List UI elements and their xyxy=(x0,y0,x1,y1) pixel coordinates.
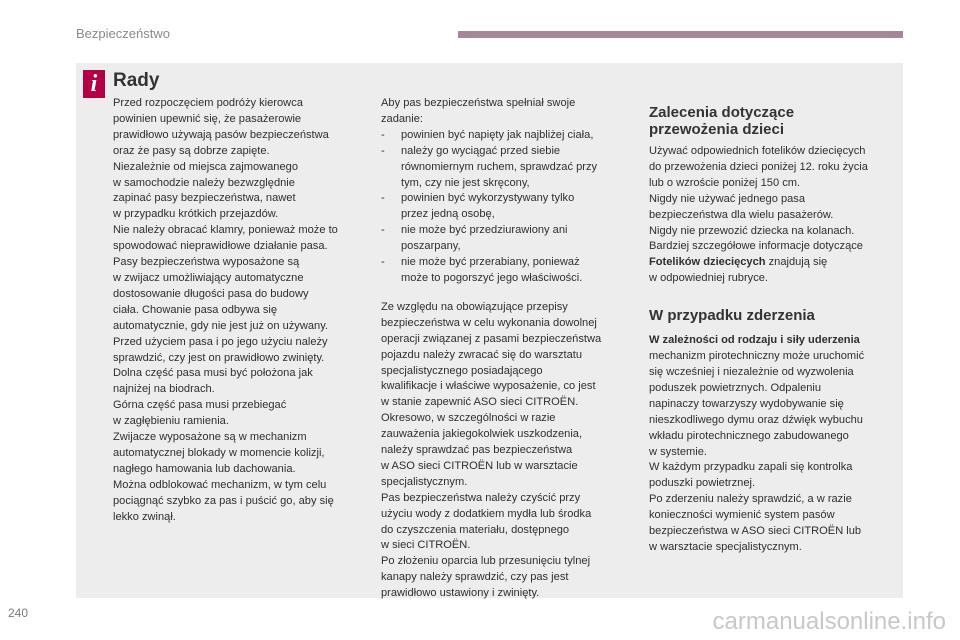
text-line: Po zderzeniu należy sprawdzić, a w razie xyxy=(649,493,852,506)
text-line: specjalistycznego posiadającego xyxy=(381,364,543,377)
list-item-line: równomiernym ruchem, sprawdzać przy xyxy=(401,160,598,173)
text-line: Pasy bezpieczeństwa wyposażone są xyxy=(113,256,300,269)
column-seatbelt-care xyxy=(381,96,631,602)
list-item xyxy=(381,191,631,223)
list-item xyxy=(381,255,631,287)
list-item-line: powinien być wykorzystywany tylko xyxy=(401,192,575,205)
text-line: pojazdu należy zwracać się do warsztatu xyxy=(381,348,583,361)
list-item xyxy=(381,144,631,192)
tips-title: Rady xyxy=(113,70,160,91)
text-line: zauważenia jakiegokolwiek uszkodzenia, xyxy=(381,428,583,441)
text-line: Niezależnie od miejsca zajmowanego xyxy=(113,160,298,173)
text-line: do przewożenia dzieci poniżej 12. roku życia xyxy=(649,160,868,173)
text-line: najniżej na biodrach. xyxy=(113,383,215,396)
intro-line: Aby pas bezpieczeństwa spełniał swoje xyxy=(381,97,576,109)
text-line-bold: W zależności od rodzaju i siły uderzenia xyxy=(649,334,860,347)
text-line: się wcześniej i niezależnie od wyzwolenia xyxy=(649,365,854,378)
list-item-line: poszarpany, xyxy=(401,240,461,253)
watermark: carmanualsonline.info xyxy=(712,608,946,635)
text-line xyxy=(649,255,899,271)
text-line: napinaczy towarzyszy wydobywanie się xyxy=(649,397,844,410)
text-line: Górna część pasa musi przebiegać xyxy=(113,399,287,412)
text-line: nagłego hamowania lub dachowania. xyxy=(113,462,296,475)
text-line: kwalifikacje i właściwe wyposażenie, co jest xyxy=(381,380,596,393)
list-dash: - xyxy=(381,256,385,269)
text-line: należy sprawdzać pas bezpieczeństwa xyxy=(381,444,573,457)
text-line: operacji związanej z pasami bezpieczeństwa xyxy=(381,332,602,345)
text-line: w systemie. xyxy=(649,445,707,458)
heading-line: przewożenia dzieci xyxy=(649,121,785,138)
list-dash: - xyxy=(381,224,385,237)
text-line: oraz że pasy są dobrze zapięte. xyxy=(113,144,270,157)
text-line: pociągnąć szybko za pas i puścić go, aby się xyxy=(113,494,334,507)
text-line: Można odblokować mechanizm, w tym celu xyxy=(113,478,327,491)
text-line: poduszki powietrznej. xyxy=(649,477,756,490)
text-line: w stanie zapewnić ASO sieci CITROËN. xyxy=(381,396,579,409)
list-dash: - xyxy=(381,192,385,205)
collision-heading: W przypadku zderzenia xyxy=(649,307,815,325)
text-line: Nie należy obracać klamry, ponieważ może to xyxy=(113,224,338,237)
text-fragment: znajdują się xyxy=(765,256,828,269)
text-line: Zwijacze wyposażone są w mechanizm xyxy=(113,431,307,444)
list-dash: - xyxy=(381,128,385,141)
text-line: dostosowanie długości pasa do budowy xyxy=(113,287,309,300)
info-icon: i xyxy=(83,70,105,98)
section-title: Bezpieczeństwo xyxy=(76,26,170,41)
text-line: kanapy należy sprawdzić, czy pas jest xyxy=(381,571,569,584)
text-line: w zwijacz umożliwiający automatyczne xyxy=(113,271,304,284)
paragraph-gap xyxy=(381,287,631,300)
text-line: nieszkodliwego dymu oraz dźwięk wybuchu xyxy=(649,413,863,426)
text-line: Po złożeniu oparcia lub przesunięciu tylnej xyxy=(381,555,591,568)
text-line: Nigdy nie używać jednego pasa xyxy=(649,192,806,205)
list-item-line: powinien być napięty jak najbliżej ciała, xyxy=(401,128,594,141)
text-line: Bardziej szczegółowe informacje dotyczące xyxy=(649,240,863,253)
text-line: w samochodzie należy bezwzględnie xyxy=(113,176,295,189)
text-line: do czyszczenia materiału, dostępnego xyxy=(381,523,570,536)
list-item-line: nie może być przedziurawiony ani xyxy=(401,224,568,237)
list-item xyxy=(381,223,631,255)
text-line: sprawdzić, czy jest on prawidłowo zwinięty. xyxy=(113,351,325,364)
text-line: prawidłowo używają pasów bezpieczeństwa xyxy=(113,128,329,141)
heading-line: Zalecenia dotyczące xyxy=(649,104,795,121)
list-item-line: należy go wyciągać przed siebie xyxy=(401,144,561,157)
text-line: Dolna część pasa musi być położona jak xyxy=(113,367,313,380)
column-seatbelt-tips xyxy=(113,96,363,525)
text-line: w sieci CITROËN. xyxy=(381,539,471,552)
text-line: bezpieczeństwa dla wielu pasażerów. xyxy=(649,208,834,221)
list-item-line: tym, czy nie jest skręcony, xyxy=(401,176,530,189)
column-children-and-collision xyxy=(649,96,899,556)
text-line: automatycznej blokady w momencie kolizji, xyxy=(113,446,325,459)
text-line: spowodować nieprawidłowe działanie pasa. xyxy=(113,240,328,253)
list-item xyxy=(381,128,631,144)
text-line: zapinać pasy bezpieczeństwa, nawet xyxy=(113,192,296,205)
text-line: Pas bezpieczeństwa należy czyścić przy xyxy=(381,491,581,504)
text-line: W każdym przypadku zapali się kontrolka xyxy=(649,461,853,474)
header-accent-bar xyxy=(458,31,903,38)
text-line: Przed użyciem pasa i po jego użyciu należy xyxy=(113,335,328,348)
list-dash: - xyxy=(381,144,385,157)
text-line: mechanizm pirotechniczny może uruchomić xyxy=(649,350,865,363)
text-line: wkładu pirotechnicznego zabudowanego xyxy=(649,429,849,442)
text-line: prawidłowo ustawiony i zwinięty. xyxy=(381,587,540,600)
text-line: specjalistycznym. xyxy=(381,475,468,488)
text-line: poduszek powietrznych. Odpaleniu xyxy=(649,381,822,394)
list-item-line: może to pogorszyć jego właściwości. xyxy=(401,271,583,284)
text-line: w odpowiedniej rubryce. xyxy=(649,272,769,285)
page-number: 240 xyxy=(8,606,29,620)
text-line: Przed rozpoczęciem podróży kierowca xyxy=(113,97,303,109)
text-line: bezpieczeństwa w ASO sieci CITROËN lub xyxy=(649,525,862,538)
text-line: powinien upewnić się, że pasażerowie xyxy=(113,112,302,125)
text-line: automatycznie, gdy nie jest już on używany. xyxy=(113,319,329,332)
text-line: w ASO sieci CITROËN lub w warsztacie xyxy=(381,459,578,472)
text-line: użyciu wody z dodatkiem mydła lub środka xyxy=(381,507,592,520)
text-line: w przypadku krótkich przejazdów. xyxy=(113,208,279,221)
child-seats-link-text: Fotelików dziecięcych xyxy=(649,256,766,269)
text-line: lekko zwinął. xyxy=(113,510,176,523)
text-line: Ze względu na obowiązujące przepisy xyxy=(381,300,568,313)
text-line: w warsztacie specjalistycznym. xyxy=(649,540,802,553)
text-line: w zagłębieniu ramienia. xyxy=(113,415,229,428)
text-line: Okresowo, w szczególności w razie xyxy=(381,412,556,425)
list-item-line: nie może być przerabiany, ponieważ xyxy=(401,256,580,269)
intro-line: zadanie: xyxy=(381,112,423,125)
text-line: Używać odpowiednich fotelików dziecięcych xyxy=(649,145,866,157)
list-item-line: przez jedną osobę, xyxy=(401,208,495,221)
text-line: konieczności wymienić system pasów xyxy=(649,509,835,522)
text-line: bezpieczeństwa w celu wykonania dowolnej xyxy=(381,316,597,329)
text-line: Nigdy nie przewozić dziecka na kolanach. xyxy=(649,224,855,237)
text-line: lub o wzroście poniżej 150 cm. xyxy=(649,176,801,189)
text-line: ciała. Chowanie pasa odbywa się xyxy=(113,303,278,316)
children-heading xyxy=(649,104,899,138)
